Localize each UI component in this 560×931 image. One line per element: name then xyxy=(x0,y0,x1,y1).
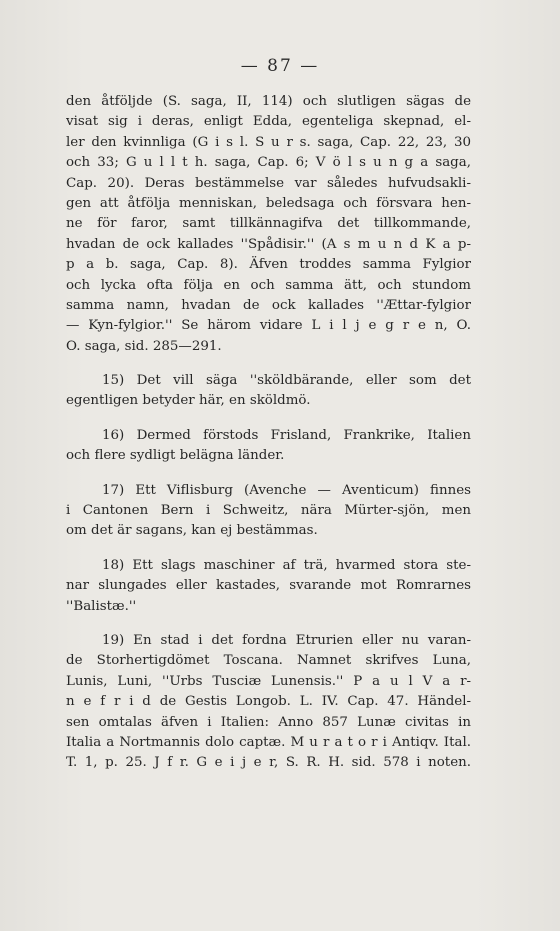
paragraph-gap xyxy=(66,357,471,371)
text-line: om det är sagans, kan ej bestämmas. xyxy=(66,523,318,539)
text-line: — Kyn-fylgior.'' Se härom vidare L i l j e g r e n, O. xyxy=(66,318,471,334)
text-line: ne för faror, samt tillkännagifva det tillkommande, xyxy=(66,216,471,232)
text-line: 16) Dermed förstods Frisland, Frankrike, Italien xyxy=(102,427,471,443)
text-line: 17) Ett Viflisburg (Avenche — Aventicum) finnes xyxy=(102,482,471,498)
text-line: ''Balistæ.'' xyxy=(66,598,137,614)
text-line: och 33; G u l l t h. saga, Cap. 6; V ö l s u n g a saga, xyxy=(66,155,471,171)
text-line: de Storhertigdömet Toscana. Namnet skrifves Luna, xyxy=(66,653,471,669)
paragraph-gap xyxy=(66,412,471,426)
text-line: 18) Ett slags maschiner af trä, hvarmed stora ste- xyxy=(102,557,471,573)
text-line: i Cantonen Bern i Schweitz, nära Mürter-sjön, men xyxy=(66,503,471,519)
text-line: den åtföljde (S. saga, II, 114) och slutligen sägas de xyxy=(66,94,471,109)
page-number-header: — 87 — xyxy=(240,56,320,76)
text-line: T. 1, p. 25. J f r. G e i j e r, S. R. H. sid. 578 i noten. xyxy=(66,755,471,771)
text-line: gen att åtfölja menniskan, beledsaga och försvara hen- xyxy=(66,195,471,211)
paragraph-gap xyxy=(66,617,471,631)
text-line: visat sig i deras, enligt Edda, egenteliga skepnad, el- xyxy=(66,114,471,130)
page-text xyxy=(66,92,471,774)
text-line: p a b. saga, Cap. 8). Äfven troddes samma Fylgior xyxy=(66,257,471,273)
text-line: O. saga, sid. 285—291. xyxy=(66,338,222,354)
text-line: Lunis, Luni, ''Urbs Tusciæ Lunensis.'' P a u l V a r- xyxy=(66,673,471,689)
text-line: hvadan de ock kallades ''Spådisir.'' (A s m u n d K a p- xyxy=(66,236,471,252)
text-line: sen omtalas äfven i Italien: Anno 857 Lunæ civitas in xyxy=(66,714,471,730)
paragraph-gap xyxy=(66,542,471,556)
text-line: Italia a Nortmannis dolo captæ. M u r a t o r i Antiqv. Ital. xyxy=(66,734,471,750)
text-line: n e f r i d de Gestis Longob. L. IV. Cap. 47. Händel- xyxy=(66,694,471,710)
text-line: 15) Det vill säga ''sköldbärande, eller som det xyxy=(102,373,471,389)
text-line: Cap. 20). Deras bestämmelse var således hufvudsakli- xyxy=(66,175,471,191)
text-line: samma namn, hvadan de ock kallades ''Ættar-fylgior xyxy=(66,297,471,313)
paragraph-gap xyxy=(66,467,471,481)
text-line: nar slungades eller kastades, svarande mot Romrarnes xyxy=(66,578,471,594)
text-line: ler den kvinnliga (G i s l. S u r s. saga, Cap. 22, 23, 30 xyxy=(66,134,471,150)
text-line: och flere sydligt belägna länder. xyxy=(66,448,285,464)
text-line: egentligen betyder här, en sköldmö. xyxy=(66,393,311,409)
text-line: 19) En stad i det fordna Etrurien eller nu varan- xyxy=(102,632,471,648)
text-line: och lycka ofta följa en och samma ätt, och stundom xyxy=(66,277,471,293)
